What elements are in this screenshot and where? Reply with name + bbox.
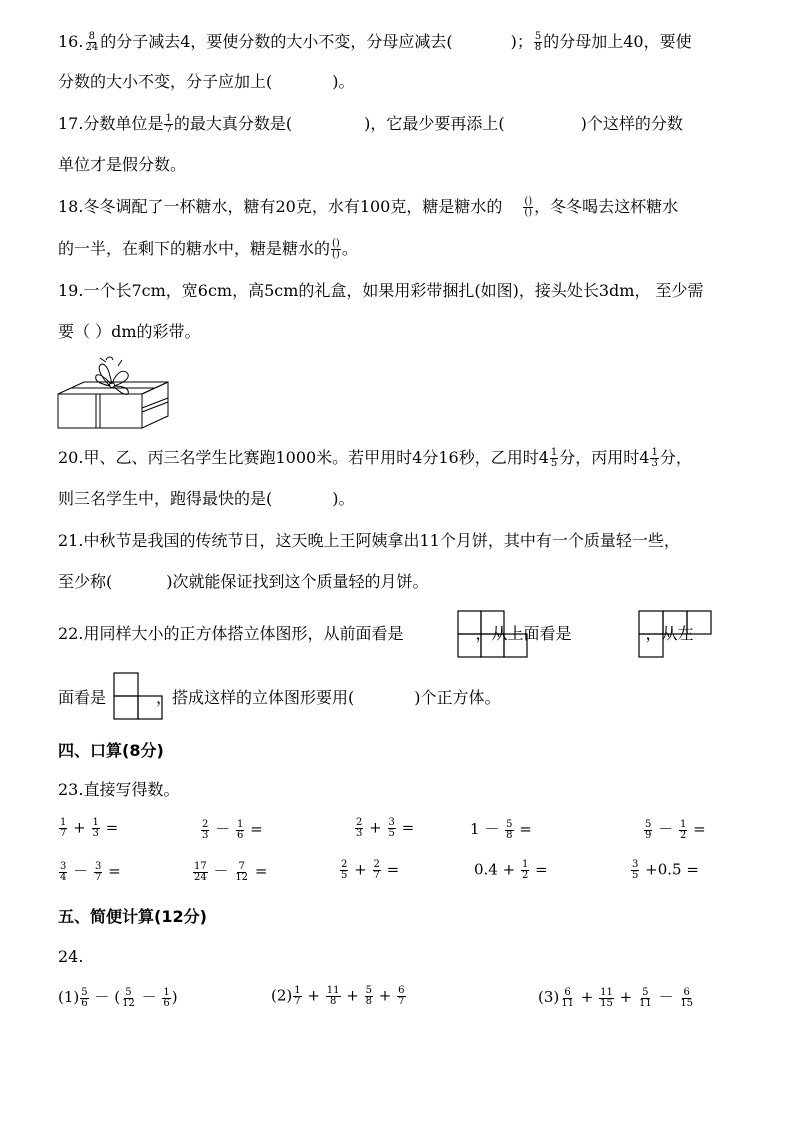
- fraction: $\frac{1}{7}$: [165, 113, 172, 135]
- calc-item: $\frac{2}{3}$ + $\frac{3}{5}$ =: [356, 817, 415, 839]
- fraction-blank: $\frac{()}{()}$: [332, 238, 340, 260]
- question-20-cont: 则三名学生中，跑得最快的是( )。: [58, 489, 355, 508]
- question-16: 16. $\frac{8}{24}$ 的分子减去4，要使分数的大小不变，分母应减去( )； $\frac{5}{8}$ 的分母加上40，要使: [58, 31, 692, 53]
- calc-item: $\frac{3}{5}$ +0.5 =: [632, 859, 699, 881]
- calc-item: 1 － $\frac{5}{8}$ =: [470, 818, 532, 841]
- question-24-title: 24.: [58, 947, 84, 966]
- question-23-title: 23.直接写得数。: [58, 780, 180, 799]
- question-17: 17.分数单位是 $\frac{1}{7}$ 的最大真分数是( )，它最少要再添上( )个这样的分数: [58, 113, 683, 135]
- question-22-cont: 面看是 ，搭成这样的立体图形要用( )个正方体。: [58, 688, 501, 707]
- gift-box-figure: [56, 354, 170, 430]
- simplify-problem-2: (2) $\frac{1}{7}$ + $\frac{11}{8}$ + $\frac{5}{8}$ + $\frac{6}{7}$: [271, 985, 405, 1007]
- top-view-figure: [638, 610, 712, 658]
- fraction: $\frac{1}{3}$: [651, 447, 658, 469]
- left-view-figure: [113, 672, 163, 720]
- question-21-cont: 至少称( )次就能保证找到这个质量轻的月饼。: [58, 572, 429, 591]
- question-18-cont: 的一半，在剩下的糖水中，糖是糖水的 $\frac{()}{()}$ 。: [58, 238, 358, 260]
- fraction: $\frac{1}{5}$: [550, 447, 558, 469]
- question-18: 18.冬冬调配了一杯糖水，糖有20克，水有100克，糖是糖水的 $\frac{()}{()}$ ，冬冬喝去这杯糖水: [58, 196, 679, 218]
- calc-item: $\frac{2}{5}$ + $\frac{2}{7}$ =: [341, 859, 400, 881]
- simplify-problem-3: (3) $\frac{6}{11}$ + $\frac{11}{15}$ + $\frac{5}{11}$ － $\frac{6}{15}$: [538, 986, 694, 1009]
- simplify-problem-1: (1) $\frac{5}{6}$ － ( $\frac{5}{12}$ － $\frac{1}{6}$ ): [58, 986, 178, 1009]
- fraction: $\frac{5}{8}$: [534, 31, 542, 53]
- section-4-heading: 四、口算(8分): [58, 741, 164, 760]
- fraction: $\frac{8}{24}$: [85, 31, 99, 53]
- fraction-blank: $\frac{()}{()}$: [524, 196, 533, 218]
- question-16-cont: 分数的大小不变，分子应加上( )。: [58, 72, 355, 91]
- section-5-heading: 五、简便计算(12分): [58, 907, 207, 926]
- calc-item: $\frac{3}{4}$ － $\frac{3}{7}$ =: [60, 860, 121, 883]
- front-view-figure: [457, 610, 529, 658]
- calc-item: $\frac{2}{3}$ － $\frac{1}{6}$ =: [202, 818, 263, 841]
- calc-item: $\frac{5}{9}$ － $\frac{1}{2}$ =: [645, 818, 706, 841]
- question-17-cont: 单位才是假分数。: [58, 155, 187, 174]
- question-21: 21.中秋节是我国的传统节日，这天晚上王阿姨拿出11个月饼，其中有一个质量轻一些，: [58, 531, 680, 550]
- question-20: 20.甲、乙、丙三名学生比赛跑1000米。若甲用时4分16秒，乙用时4 $\frac{1}{5}$ 分，丙用时4 $\frac{1}{3}$ 分，: [58, 447, 692, 469]
- question-19-cont: 要（ ）dm的彩带。: [58, 322, 201, 341]
- calc-item: $\frac{17}{24}$ － $\frac{7}{12}$ =: [194, 860, 268, 883]
- calc-item: $\frac{1}{7}$ + $\frac{1}{3}$ =: [60, 817, 119, 839]
- question-19: 19.一个长7cm，宽6cm，高5cm的礼盒，如果用彩带捆扎(如图)，接头处长3dm， 至少需: [58, 281, 704, 300]
- question-22: 22.用同样大小的正方体搭立体图形，从前面看是 ，从上面看是 ，从左: [58, 624, 694, 643]
- calc-item: 0.4 + $\frac{1}{2}$ =: [474, 859, 548, 881]
